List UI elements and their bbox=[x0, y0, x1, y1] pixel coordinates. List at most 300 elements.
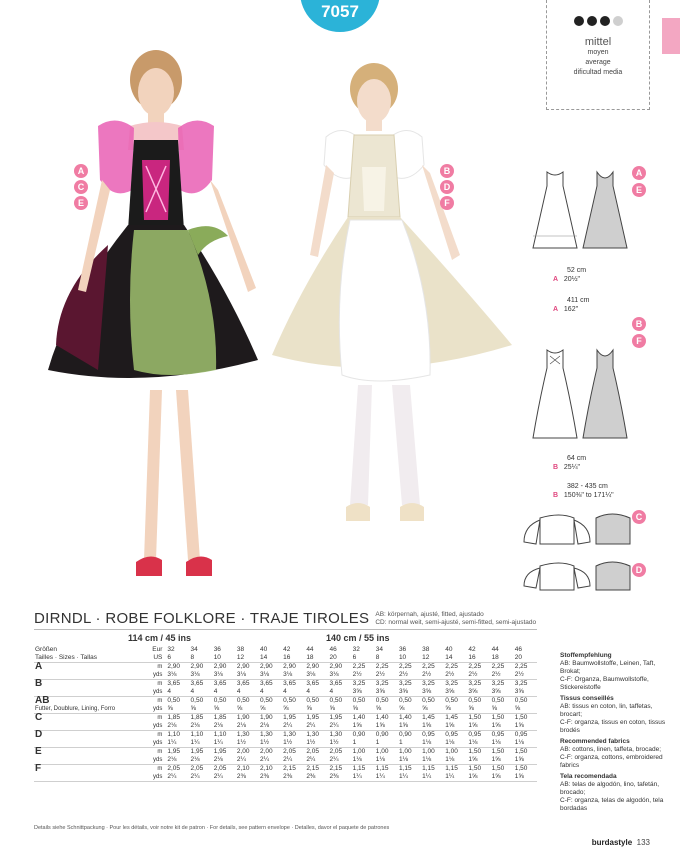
yardage-yds: 2⅛ bbox=[166, 722, 189, 731]
table-row bbox=[34, 671, 537, 680]
yardage-yds: 2½ bbox=[467, 671, 490, 680]
yardage-m: 2,05 bbox=[306, 748, 319, 755]
view-label: D bbox=[35, 729, 43, 740]
yardage-yds: ⅝ bbox=[282, 705, 305, 714]
yardage-yds: 3⅝ bbox=[398, 688, 421, 697]
yardage-yds: 2⅛ bbox=[190, 756, 213, 765]
yardage-m: 2,25 bbox=[514, 663, 528, 670]
yardage-m: 1,40 bbox=[352, 714, 366, 721]
fabric-heading: Tissus conseillés bbox=[560, 695, 614, 702]
yardage-yds: 1¼ bbox=[375, 773, 398, 782]
measure-view-label: A bbox=[553, 306, 559, 313]
yardage-yds: 1⅝ bbox=[491, 773, 514, 782]
size-us: 8 bbox=[375, 654, 398, 663]
yardage-yds: 1⅛ bbox=[398, 756, 421, 765]
yardage-yds: 3⅝ bbox=[514, 688, 537, 697]
yardage-yds: ⅝ bbox=[236, 705, 259, 714]
yardage-yds: 1 bbox=[398, 739, 421, 748]
table-row bbox=[34, 705, 537, 714]
measure-hem-ae bbox=[553, 296, 589, 314]
yardage-m: 0,50 bbox=[375, 697, 389, 704]
fabric-line: C-F: Organza, Baumwollstoffe, Stickereistoffe bbox=[560, 676, 649, 691]
difficulty-dots bbox=[547, 16, 649, 26]
yardage-yds: 4 bbox=[259, 688, 282, 697]
yardage-yds: 1⅛ bbox=[375, 756, 398, 765]
yardage-m: 3,25 bbox=[514, 680, 528, 687]
unit-label: yds bbox=[146, 688, 167, 697]
view-letter: F bbox=[440, 196, 454, 210]
yardage-yds: 3⅛ bbox=[213, 671, 236, 680]
yardage-m: 1,95 bbox=[167, 748, 181, 755]
flat-drawing-cd bbox=[520, 508, 638, 598]
yardage-yds: 3⅝ bbox=[421, 688, 444, 697]
view-label: F bbox=[35, 763, 42, 774]
yardage-yds: 2½ bbox=[398, 671, 421, 680]
yardage-yds: 2⅛ bbox=[166, 756, 189, 765]
fabric-line: AB: cottons, linen, taffeta, brocade; bbox=[560, 746, 662, 753]
yardage-yds: 2¼ bbox=[282, 756, 305, 765]
fabric-line: C-F: organza, telas de algodón, tela bordadas bbox=[560, 797, 664, 812]
yardage-m: 0,50 bbox=[306, 697, 319, 704]
fabric-width-left: 114 cm / 45 ins bbox=[128, 633, 192, 643]
yardage-m: 0,95 bbox=[468, 731, 482, 738]
yardage-yds: 2⅜ bbox=[259, 773, 282, 782]
yardage-m: 1,85 bbox=[190, 714, 204, 721]
row-sublabel: Futter, Doublure, Lining, Forro bbox=[34, 705, 146, 714]
yardage-yds: 1⅝ bbox=[514, 722, 537, 731]
table-header-row bbox=[34, 646, 537, 654]
yardage-yds: 1½ bbox=[328, 739, 351, 748]
yardage-m: 1,50 bbox=[514, 765, 528, 772]
yardage-yds: 2¼ bbox=[259, 756, 282, 765]
yardage-yds: ⅝ bbox=[421, 705, 444, 714]
yardage-m: 1,50 bbox=[491, 765, 505, 772]
yardage-m: 1,50 bbox=[468, 765, 482, 772]
yardage-m: 3,65 bbox=[260, 680, 273, 687]
size-us: 16 bbox=[282, 654, 305, 663]
flat-letter: D bbox=[632, 563, 646, 577]
yardage-yds: 2¼ bbox=[328, 756, 351, 765]
yardage-m: 0,50 bbox=[445, 697, 458, 704]
yardage-yds: 2¼ bbox=[213, 773, 236, 782]
view-letters-left bbox=[74, 164, 88, 210]
table-row bbox=[34, 739, 537, 748]
yardage-yds: 1⅝ bbox=[491, 722, 514, 731]
yardage-m: 0,50 bbox=[329, 697, 343, 704]
yardage-m: 1,95 bbox=[306, 714, 319, 721]
difficulty-translation: moyen bbox=[587, 49, 609, 56]
yardage-m: 2,15 bbox=[329, 765, 343, 772]
yardage-yds: 1⅝ bbox=[375, 722, 398, 731]
view-letters-right bbox=[440, 164, 454, 210]
yardage-m: 1,95 bbox=[283, 714, 296, 721]
yardage-m: 1,15 bbox=[398, 765, 412, 772]
row-sublabel bbox=[34, 688, 146, 697]
yardage-m: 0,50 bbox=[468, 697, 482, 704]
size-eur: 44 bbox=[306, 646, 314, 653]
yardage-yds: 4 bbox=[328, 688, 351, 697]
unit-label: m bbox=[157, 715, 163, 721]
size-us: 12 bbox=[236, 654, 259, 663]
yardage-m: 1,10 bbox=[190, 731, 204, 738]
yardage-m: 2,15 bbox=[306, 765, 319, 772]
yardage-m: 3,65 bbox=[167, 680, 181, 687]
view-label: B bbox=[35, 678, 43, 689]
yardage-m: 3,65 bbox=[236, 680, 250, 687]
yardage-m: 3,65 bbox=[213, 680, 227, 687]
measure-in: 150⅜" to 171¼" bbox=[563, 492, 614, 499]
yardage-m: 1,15 bbox=[422, 765, 435, 772]
yardage-yds: 3⅛ bbox=[166, 671, 189, 680]
yardage-yds: 1⅛ bbox=[467, 739, 490, 748]
view-letter: B bbox=[440, 164, 454, 178]
size-eur: 40 bbox=[260, 646, 268, 653]
yardage-yds: 1⅝ bbox=[514, 756, 537, 765]
yardage-yds: 1⅛ bbox=[421, 739, 444, 748]
table-row bbox=[34, 688, 537, 697]
row-sublabel bbox=[34, 739, 146, 748]
size-us: 14 bbox=[444, 654, 467, 663]
yardage-m: 2,25 bbox=[468, 663, 482, 670]
view-label: C bbox=[35, 712, 43, 723]
yardage-yds: 2½ bbox=[491, 671, 514, 680]
yardage-m: 0,90 bbox=[398, 731, 412, 738]
difficulty-translation: dificultad media bbox=[573, 69, 623, 76]
yardage-m: 0,90 bbox=[375, 731, 389, 738]
yardage-m: 2,00 bbox=[236, 748, 250, 755]
table-row bbox=[34, 680, 537, 689]
view-label: AB bbox=[35, 695, 50, 706]
difficulty-dot-filled bbox=[600, 16, 610, 26]
fabric-heading: Stoffempfehlung bbox=[560, 652, 612, 659]
yardage-m: 3,25 bbox=[352, 680, 366, 687]
model-photo-right bbox=[262, 55, 522, 555]
flat-letter: E bbox=[632, 183, 646, 197]
yardage-m: 0,50 bbox=[352, 697, 366, 704]
measure-view-label: B bbox=[553, 464, 559, 471]
yardage-yds: 4 bbox=[190, 688, 213, 697]
size-us: 10 bbox=[398, 654, 421, 663]
difficulty-translation: average bbox=[585, 59, 611, 66]
yardage-m: 1,95 bbox=[213, 748, 227, 755]
view-letter: C bbox=[74, 180, 88, 194]
yardage-yds: 1⅝ bbox=[421, 722, 444, 731]
yardage-yds: ⅝ bbox=[259, 705, 282, 714]
size-eur: 42 bbox=[283, 646, 291, 653]
yardage-m: 2,90 bbox=[283, 663, 296, 670]
fabric-heading: Recommended fabrics bbox=[560, 738, 630, 745]
yardage-yds: ⅝ bbox=[467, 705, 490, 714]
yardage-m: 1,50 bbox=[491, 714, 505, 721]
row-sublabel bbox=[34, 722, 146, 731]
brand-name: burdastyle bbox=[591, 838, 633, 847]
yardage-yds: 2¼ bbox=[166, 773, 189, 782]
flat-letter: A bbox=[632, 166, 646, 180]
flat-drawing-ae bbox=[525, 162, 645, 252]
section-tab bbox=[662, 18, 680, 54]
yardage-m: 1,50 bbox=[468, 714, 482, 721]
yardage-yds: 1⅛ bbox=[444, 756, 467, 765]
page-number: 133 bbox=[636, 838, 650, 847]
yardage-m: 1,40 bbox=[398, 714, 412, 721]
yardage-m: 1,50 bbox=[491, 748, 505, 755]
table-row bbox=[34, 663, 537, 672]
yardage-yds: ⅝ bbox=[491, 705, 514, 714]
yardage-m: 2,25 bbox=[398, 663, 412, 670]
yardage-yds: 3⅛ bbox=[259, 671, 282, 680]
yardage-yds: 2⅛ bbox=[259, 722, 282, 731]
size-eur: 32 bbox=[352, 646, 360, 653]
view-letter: E bbox=[74, 196, 88, 210]
yardage-m: 0,50 bbox=[236, 697, 250, 704]
yardage-yds: 1⅛ bbox=[421, 756, 444, 765]
yardage-m: 0,95 bbox=[422, 731, 435, 738]
yardage-yds: 3⅛ bbox=[190, 671, 213, 680]
fabric-heading: Tela recomendada bbox=[560, 773, 617, 780]
yardage-yds: 2¼ bbox=[190, 773, 213, 782]
yardage-m: 2,05 bbox=[213, 765, 227, 772]
yardage-m: 1,40 bbox=[375, 714, 389, 721]
yardage-yds: 2⅛ bbox=[236, 722, 259, 731]
yardage-m: 2,15 bbox=[283, 765, 296, 772]
unit-label: yds bbox=[146, 739, 167, 748]
flat-letter: B bbox=[632, 317, 646, 331]
yardage-m: 1,00 bbox=[352, 748, 366, 755]
yardage-yds: 4 bbox=[282, 688, 305, 697]
yardage-m: 2,25 bbox=[422, 663, 435, 670]
unit-label: yds bbox=[146, 671, 167, 680]
size-us: 18 bbox=[491, 654, 514, 663]
header-label: Tailles · Sizes · Tallas bbox=[34, 654, 146, 663]
measure-cm: 382 - 435 cm bbox=[567, 483, 608, 490]
yardage-yds: ⅝ bbox=[166, 705, 189, 714]
yardage-yds: 1⅝ bbox=[467, 722, 490, 731]
yardage-m: 2,10 bbox=[236, 765, 250, 772]
yardage-yds: 4 bbox=[213, 688, 236, 697]
yardage-m: 3,65 bbox=[190, 680, 204, 687]
yardage-m: 3,25 bbox=[491, 680, 505, 687]
yardage-m: 1,00 bbox=[445, 748, 458, 755]
size-eur: 44 bbox=[491, 646, 499, 653]
size-us: 18 bbox=[305, 654, 328, 663]
fabric-line: C-F: organza, tissus en coton, tissus brodés bbox=[560, 719, 666, 734]
yardage-m: 3,25 bbox=[445, 680, 458, 687]
yardage-m: 1,85 bbox=[213, 714, 227, 721]
pattern-title-bar bbox=[34, 610, 536, 627]
yardage-yds: 1¼ bbox=[213, 739, 236, 748]
view-label: A bbox=[35, 661, 43, 672]
yardage-m: 2,25 bbox=[491, 663, 505, 670]
yardage-yds: 1½ bbox=[236, 739, 259, 748]
yardage-m: 0,90 bbox=[352, 731, 366, 738]
yardage-m: 1,95 bbox=[190, 748, 204, 755]
yardage-yds: 2⅜ bbox=[236, 773, 259, 782]
yardage-yds: ⅝ bbox=[213, 705, 236, 714]
yardage-m: 1,50 bbox=[468, 748, 482, 755]
yardage-yds: 2½ bbox=[375, 671, 398, 680]
yardage-m: 2,05 bbox=[283, 748, 296, 755]
yardage-table bbox=[34, 646, 537, 782]
row-sublabel bbox=[34, 756, 146, 765]
yardage-m: 1,00 bbox=[375, 748, 389, 755]
view-letter: A bbox=[74, 164, 88, 178]
yardage-yds: ⅝ bbox=[444, 705, 467, 714]
yardage-yds: 2⅜ bbox=[305, 773, 328, 782]
unit-label: m bbox=[157, 681, 163, 687]
size-us: 10 bbox=[213, 654, 236, 663]
measure-length-ae bbox=[553, 266, 586, 284]
yardage-m: 0,50 bbox=[213, 697, 227, 704]
yardage-yds: 2¼ bbox=[236, 756, 259, 765]
difficulty-box bbox=[546, 0, 650, 110]
yardage-m: 0,95 bbox=[445, 731, 458, 738]
unit-label: m bbox=[157, 732, 163, 738]
yardage-yds: 1¼ bbox=[190, 739, 213, 748]
size-us: 6 bbox=[166, 654, 189, 663]
page-footer bbox=[592, 838, 650, 847]
yardage-m: 1,30 bbox=[236, 731, 250, 738]
flat-letter: C bbox=[632, 510, 646, 524]
yardage-m: 0,50 bbox=[260, 697, 273, 704]
measure-hem-bf bbox=[553, 482, 614, 500]
pattern-number-badge bbox=[300, 0, 380, 32]
size-eur: 36 bbox=[213, 646, 221, 653]
fit-note-cd: CD: normal weit, semi-ajusté, semi-fitted, semi-ajustado bbox=[375, 619, 537, 626]
yardage-m: 1,10 bbox=[167, 731, 181, 738]
yardage-yds: 3⅝ bbox=[444, 688, 467, 697]
yardage-m: 0,95 bbox=[514, 731, 528, 738]
flat-drawing-bf bbox=[525, 342, 645, 442]
size-eur: 40 bbox=[445, 646, 453, 653]
size-eur: 38 bbox=[422, 646, 430, 653]
yardage-yds: ⅝ bbox=[305, 705, 328, 714]
yardage-m: 2,05 bbox=[329, 748, 343, 755]
yardage-yds: 1⅝ bbox=[352, 722, 375, 731]
yardage-yds: 2½ bbox=[444, 671, 467, 680]
size-eur: 38 bbox=[236, 646, 245, 653]
yardage-yds: 1¼ bbox=[444, 773, 467, 782]
view-letter: D bbox=[440, 180, 454, 194]
yardage-yds: 1⅝ bbox=[467, 756, 490, 765]
yardage-yds: ⅝ bbox=[514, 705, 537, 714]
pattern-title: DIRNDL · ROBE FOLKLORE · TRAJE TIROLES bbox=[34, 610, 370, 627]
yardage-yds: 3⅝ bbox=[467, 688, 490, 697]
yardage-yds: 1⅝ bbox=[398, 722, 421, 731]
yardage-yds: 1⅛ bbox=[491, 739, 514, 748]
yardage-yds: 2⅛ bbox=[213, 756, 236, 765]
yardage-m: 2,05 bbox=[190, 765, 204, 772]
difficulty-dot-filled bbox=[574, 16, 584, 26]
yardage-m: 2,00 bbox=[260, 748, 273, 755]
yardage-yds: 2½ bbox=[514, 671, 537, 680]
yardage-yds: 1⅛ bbox=[444, 739, 467, 748]
difficulty-level: mittel bbox=[584, 36, 612, 48]
measure-cm: 64 cm bbox=[567, 455, 587, 462]
yardage-m: 1,50 bbox=[514, 748, 528, 755]
unit-label: m bbox=[157, 664, 163, 670]
yardage-yds: 2¼ bbox=[282, 722, 305, 731]
table-row bbox=[34, 748, 537, 757]
yardage-m: 1,30 bbox=[283, 731, 296, 738]
yardage-m: 0,50 bbox=[422, 697, 435, 704]
table-header-row bbox=[34, 654, 537, 663]
yardage-m: 1,85 bbox=[167, 714, 181, 721]
yardage-yds: 1⅝ bbox=[491, 756, 514, 765]
size-eur: 36 bbox=[398, 646, 407, 653]
title-divider bbox=[34, 629, 537, 630]
table-row bbox=[34, 773, 537, 782]
yardage-m: 0,95 bbox=[491, 731, 505, 738]
table-row bbox=[34, 714, 537, 723]
size-us: 8 bbox=[190, 654, 213, 663]
unit-label: yds bbox=[146, 722, 167, 731]
row-sublabel bbox=[34, 671, 146, 680]
yardage-m: 0,50 bbox=[514, 697, 528, 704]
yardage-yds: ⅝ bbox=[375, 705, 398, 714]
yardage-yds: 2¼ bbox=[305, 722, 328, 731]
table-row bbox=[34, 722, 537, 731]
measure-view-label: B bbox=[553, 492, 559, 499]
yardage-yds: 2⅛ bbox=[213, 722, 236, 731]
yardage-yds: 1½ bbox=[282, 739, 305, 748]
table-row bbox=[34, 731, 537, 740]
yardage-m: 1,90 bbox=[260, 714, 273, 721]
size-us: 20 bbox=[328, 654, 351, 663]
size-eur: 32 bbox=[167, 646, 175, 653]
yardage-m: 2,25 bbox=[352, 663, 366, 670]
yardage-m: 2,25 bbox=[445, 663, 458, 670]
size-us: 16 bbox=[467, 654, 490, 663]
yardage-m: 2,90 bbox=[190, 663, 204, 670]
unit-label: m bbox=[157, 766, 163, 772]
unit-label: m bbox=[157, 698, 163, 704]
yardage-m: 1,10 bbox=[213, 731, 227, 738]
yardage-yds: 1 bbox=[375, 739, 398, 748]
size-us: 6 bbox=[352, 654, 375, 663]
yardage-yds: 2⅜ bbox=[328, 773, 351, 782]
yardage-m: 1,00 bbox=[422, 748, 435, 755]
yardage-yds: 1½ bbox=[259, 739, 282, 748]
fabric-width-right: 140 cm / 55 ins bbox=[326, 633, 390, 643]
table-row bbox=[34, 697, 537, 706]
fabric-recommendations bbox=[560, 652, 674, 813]
unit-label: yds bbox=[146, 705, 167, 714]
yardage-yds: 4 bbox=[236, 688, 259, 697]
unit-label: US bbox=[146, 654, 167, 663]
measure-length-bf bbox=[553, 454, 586, 472]
yardage-m: 3,25 bbox=[375, 680, 389, 687]
yardage-yds: 2½ bbox=[421, 671, 444, 680]
size-us: 12 bbox=[421, 654, 444, 663]
yardage-m: 0,50 bbox=[283, 697, 296, 704]
yardage-m: 3,65 bbox=[283, 680, 296, 687]
yardage-m: 2,10 bbox=[260, 765, 273, 772]
header-label: Größen bbox=[35, 646, 58, 653]
yardage-m: 1,95 bbox=[329, 714, 343, 721]
yardage-m: 1,30 bbox=[260, 731, 273, 738]
yardage-yds: ⅝ bbox=[328, 705, 351, 714]
yardage-yds: 1 bbox=[352, 739, 375, 748]
measure-cm: 52 cm bbox=[567, 267, 587, 274]
yardage-yds: 3⅛ bbox=[305, 671, 328, 680]
view-label: E bbox=[35, 746, 42, 757]
yardage-m: 1,45 bbox=[422, 714, 435, 721]
yardage-yds: 1¼ bbox=[398, 773, 421, 782]
yardage-yds: 2⅛ bbox=[190, 722, 213, 731]
difficulty-dot-empty bbox=[613, 16, 623, 26]
yardage-m: 2,25 bbox=[375, 663, 389, 670]
yardage-yds: ⅝ bbox=[190, 705, 213, 714]
